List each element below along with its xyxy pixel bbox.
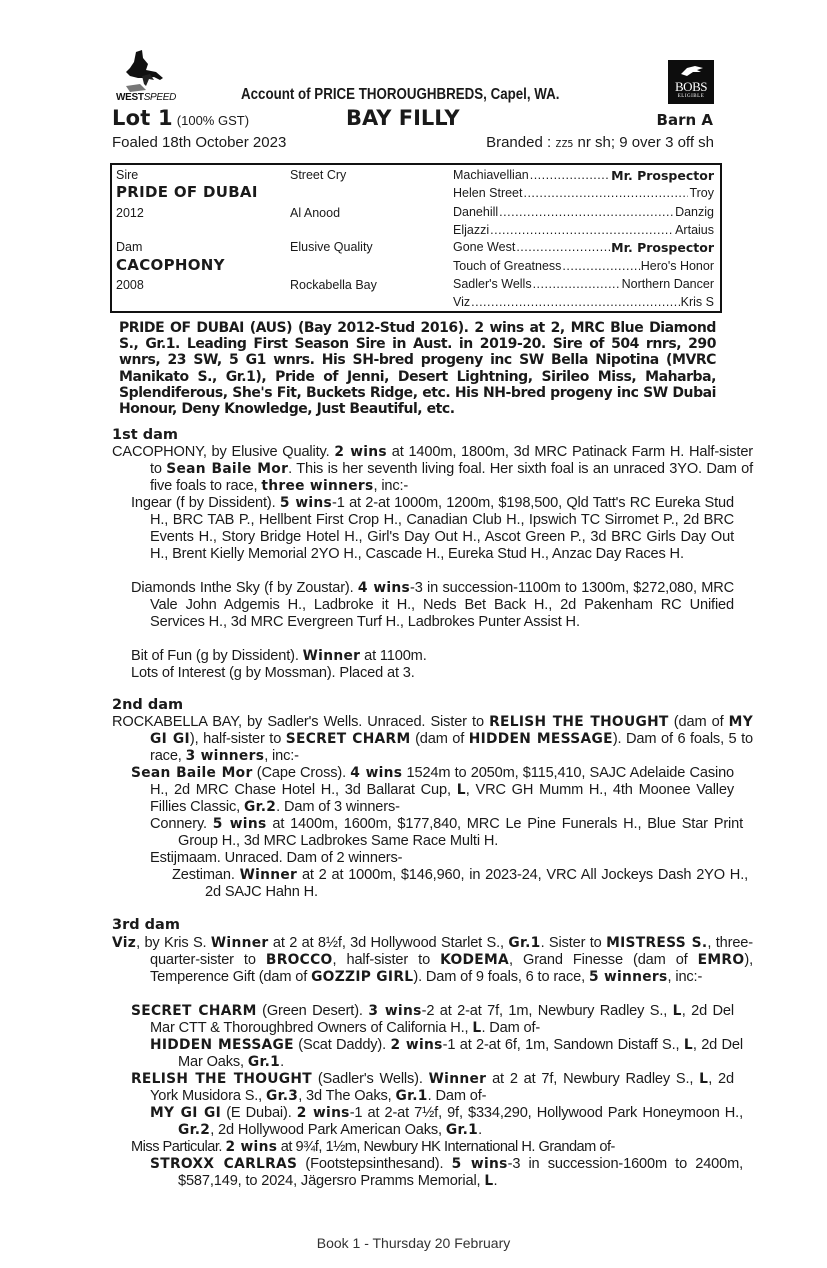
bold-run: HIDDEN MESSAGE [468, 731, 613, 747]
bold-run: L [472, 1020, 482, 1036]
gen3-sire: Mr. Prospector [611, 168, 714, 183]
gen3-horse: Viz [453, 295, 471, 309]
eligible-text: ELIGIBLE [677, 94, 705, 99]
bold-run: Sean Baile Mor [166, 461, 289, 477]
bold-run: Winner [428, 1071, 487, 1087]
bold-run: Gr.1 [508, 935, 541, 951]
pedigree-gen3-row [453, 295, 714, 310]
second-dam-title: 2nd dam [112, 697, 184, 713]
pedigree-gen3-row [453, 259, 714, 274]
bold-run: 2 wins [296, 1105, 350, 1121]
pedigree-gen3-row [453, 168, 714, 183]
progeny-entry: Lots of Interest (g by Mossman). Placed at 3. [131, 665, 415, 681]
bold-run: Gr.1 [445, 1122, 479, 1138]
pedigree-table [110, 163, 722, 313]
horse-silhouette-icon [116, 50, 178, 94]
granddam-maternal: Rockabella Bay [290, 278, 377, 292]
bold-run: Gr.1 [395, 1088, 428, 1104]
bold-run: Gr.3 [266, 1088, 299, 1104]
gen3-horse: Touch of Greatness [453, 259, 562, 273]
bold-run: 4 wins [357, 580, 411, 596]
bold-run: RELISH THE THOUGHT [131, 1071, 312, 1087]
bold-run: 5 wins [279, 495, 333, 511]
progeny-entry: Sean Baile Mor (Cape Cross). 4 wins 1524m to 2050m, $115,410, SAJC Adelaide Casino H., 2d MRC Chase Hotel H., 3d Ballarat Cup, L, VRC GH Mumm H., 4th Moonee Valley Fillies Classic, Gr.2. Dam of 3 winners- [131, 765, 734, 815]
bold-run: 4 wins [350, 765, 403, 781]
brand-description [486, 134, 714, 151]
bold-run: L [484, 1173, 494, 1189]
third-dam-title: 3rd dam [112, 917, 180, 933]
gen3-sire: Troy [689, 186, 714, 200]
barn-label: Barn A [656, 111, 713, 129]
foaled-date: Foaled 18th October 2023 [112, 134, 287, 151]
leader-dots [523, 186, 688, 201]
bold-run: Gr.1 [247, 1054, 281, 1070]
branded-suffix: nr sh; 9 over 3 off sh [573, 134, 714, 151]
page-footer: Book 1 - Thursday 20 February [316, 1235, 511, 1251]
bold-run: Winner [302, 648, 361, 664]
gen3-sire: Kris S [680, 295, 714, 309]
gen3-sire: Mr. Prospector [611, 240, 714, 255]
bold-run: Gr.2 [243, 799, 277, 815]
dam-label: Dam [116, 240, 143, 254]
brand-mark: ZZ5 [555, 139, 574, 150]
bold-run: BROCCO [265, 952, 333, 968]
progeny-entry: Miss Particular. 2 wins at 9¾f, 1½m, Newbury HK International H. Grandam of- [131, 1139, 615, 1155]
bobs-eligible-logo [668, 60, 714, 104]
pedigree-gen3-row [453, 186, 714, 201]
leader-dots [533, 277, 621, 292]
leader-dots [499, 205, 674, 220]
bold-run: 2 wins [390, 1037, 443, 1053]
progeny-entry: Bit of Fun (g by Dissident). Winner at 1100m. [131, 648, 427, 664]
bold-run: 2 wins [334, 444, 387, 460]
progeny-entry: Ingear (f by Dissident). 5 wins-1 at 2-at 1000m, 1200m, $198,500, Qld Tatt's RC Eureka Stud H., BRC TAB P., Hellbent First Crop H., Canadian Club H., Ipswich TC Sirromet P., 2d BRC Events H., Story Bridge Hotel H., Girl's Day Out H., Ascot Green P., 3d BRC Girls Day Out H., Brent Kielly Memorial 2YO H., Cascade H., Eureka Stud H., Anzac Day Races H. [131, 495, 734, 562]
horse-head-icon [679, 64, 705, 78]
gen3-horse: Machiavellian [453, 168, 529, 182]
sire-year: 2012 [116, 206, 144, 220]
vendor-account: Account of PRICE THOROUGHBREDS, Capel, WA. [241, 86, 560, 103]
leader-dots [530, 168, 610, 183]
progeny-entry: Zestiman. Winner at 2 at 1000m, $146,960, in 2023-24, VRC All Jockeys Dash 2YO H., 2d SAJC Hahn H. [172, 867, 748, 900]
westspeed-wordmark: WESTSPEED [116, 92, 177, 103]
bold-run: L [672, 1003, 682, 1019]
gen3-horse: Helen Street [453, 186, 523, 200]
branded-prefix: Branded : [486, 134, 556, 151]
first-dam-intro: CACOPHONY, by Elusive Quality. 2 wins at 1400m, 1800m, 3d MRC Patinack Farm H. Half-sister to Sean Baile Mor. This is her seventh living foal. Her sixth foal is an unraced 3YO. Dam of five foals to race, three winners, inc:- [112, 444, 754, 494]
bold-run: L [683, 1037, 693, 1053]
bold-run: MY GI GI [150, 714, 753, 747]
colour-sex: BAY FILLY [346, 106, 460, 130]
leader-dots [471, 295, 680, 310]
leader-dots [516, 240, 610, 255]
third-dam-intro: Viz, by Kris S. Winner at 2 at 8½f, 3d Hollywood Starlet S., Gr.1. Sister to MISTRESS S., three-quarter-sister to BROCCO, half-sister to KODEMA, Grand Finesse (dam of EMRO), Temperence Gift (dam of GOZZIP GIRL). Dam of 9 foals, 6 to race, 5 winners, inc:- [112, 935, 753, 985]
gst-note: (100% GST) [176, 113, 250, 128]
bobs-text: BOBS [675, 79, 707, 94]
gen3-sire: Danzig [675, 205, 714, 219]
bold-run: three winners [261, 478, 374, 494]
bold-run: STROXX CARLRAS [150, 1156, 298, 1172]
bold-run: Winner [239, 867, 298, 883]
bold-run: MY GI GI [150, 1105, 222, 1121]
progeny-entry: Diamonds Inthe Sky (f by Zoustar). 4 wins-3 in succession-1100m to 1300m, $272,080, MRC Vale John Adgemis H., Ladbroke it H., Neds Bet Back H., 2d Pakenham RC Unified Services H., 3d MRC Evergreen Turf H., Ladbrokes Punter Assist H. [131, 580, 735, 630]
second-dam-intro: ROCKABELLA BAY, by Sadler's Wells. Unraced. Sister to RELISH THE THOUGHT (dam of MY GI GI), half-sister to SECRET CHARM (dam of HIDDEN MESSAGE). Dam of 6 foals, 5 to race, 3 winners, inc:- [112, 714, 753, 764]
gen3-horse: Eljazzi [453, 223, 490, 237]
pedigree-gen3-row [453, 277, 714, 292]
bold-run: 3 wins [368, 1003, 422, 1019]
bold-run: Gr.2 [178, 1122, 211, 1138]
bold-run: 5 winners [588, 969, 668, 985]
westspeed-logo [116, 50, 178, 106]
pedigree-gen3-row [453, 205, 714, 220]
bold-run: L [456, 782, 466, 798]
progeny-entry: RELISH THE THOUGHT (Sadler's Wells). Winner at 2 at 7f, Newbury Radley S., L, 2d York Musidora S., Gr.3, 3d The Oaks, Gr.1. Dam of- [131, 1071, 734, 1104]
first-dam-title: 1st dam [112, 427, 178, 443]
bold-run: 5 wins [451, 1156, 508, 1172]
granddam-paternal: Al Anood [290, 206, 341, 220]
lot-number [112, 106, 249, 130]
bold-run: Winner [210, 935, 269, 951]
sire-summary: PRIDE OF DUBAI (AUS) (Bay 2012-Stud 2016). 2 wins at 2, MRC Blue Diamond S., Gr.1. Leading First Season Sire in Aust. in 2019-20. Sire of 504 rnrs, 290 wnrs, 23 SW, 5 G1 wnrs. His SH-bred progeny inc SW Bella Nipotina (MVRC Manikato S., Gr.1), Pride of Jenni, Desert Lightning, Sirileo Miss, Maharba, Splendiferous, She's Fit, Buckets Ridge, etc. His NH-bred progeny inc SW Dubai Honour, Deny Knowledge, Just Beautiful, etc. [119, 320, 716, 418]
bold-run: EMRO [697, 952, 745, 968]
progeny-entry: SECRET CHARM (Green Desert). 3 wins-2 at 2-at 7f, 1m, Newbury Radley S., L, 2d Del Mar CTT & Thoroughbred Owners of California H., L. Dam of- [131, 1003, 734, 1036]
pedigree-gen3-row [453, 223, 714, 238]
bold-run: 2 wins [225, 1139, 278, 1155]
sire-label: Sire [116, 168, 139, 182]
progeny-entry: STROXX CARLRAS (Footstepsinthesand). 5 wins-3 in succession-1600m to 2400m, $587,149, to 2024, Jägersro Pramms Memorial, L. [150, 1156, 744, 1189]
dam-name: CACOPHONY [116, 256, 225, 274]
gen3-sire: Artaius [675, 223, 714, 237]
gen3-sire: Hero's Honor [640, 259, 714, 273]
grandsire-paternal: Street Cry [290, 168, 347, 182]
bold-run: RELISH THE THOUGHT [489, 714, 669, 730]
bold-run: GOZZIP GIRL [311, 969, 414, 985]
bold-run: Viz [112, 935, 137, 951]
bold-run: MISTRESS S. [606, 935, 708, 951]
progeny-entry: Connery. 5 wins at 1400m, 1600m, $177,840, MRC Le Pine Funerals H., Blue Star Print Group H., 3d MRC Ladbrokes Same Race Multi H. [150, 816, 743, 849]
bold-run: L [699, 1071, 709, 1087]
bold-run: KODEMA [440, 952, 510, 968]
gen3-sire: Northern Dancer [621, 277, 714, 291]
bold-run: 5 wins [212, 816, 267, 832]
grandsire-maternal: Elusive Quality [290, 240, 373, 254]
pedigree-gen3-row [453, 240, 714, 255]
sire-name: PRIDE OF DUBAI [116, 183, 258, 201]
progeny-entry: HIDDEN MESSAGE (Scat Daddy). 2 wins-1 at 2-at 6f, 1m, Sandown Distaff S., L, 2d Del Mar Oaks, Gr.1. [150, 1037, 743, 1070]
gen3-horse: Danehill [453, 205, 499, 219]
bold-run: 3 winners [185, 748, 265, 764]
bold-run: HIDDEN MESSAGE [150, 1037, 294, 1053]
lot-label: Lot 1 [112, 106, 173, 130]
dam-year: 2008 [116, 278, 144, 292]
bold-run: SECRET CHARM [285, 731, 411, 747]
progeny-entry: Estijmaam. Unraced. Dam of 2 winners- [150, 850, 403, 866]
progeny-entry: MY GI GI (E Dubai). 2 wins-1 at 2-at 7½f, 9f, $334,290, Hollywood Park Honeymoon H., Gr.2, 2d Hollywood Park American Oaks, Gr.1. [150, 1105, 743, 1138]
gen3-horse: Sadler's Wells [453, 277, 532, 291]
gen3-horse: Gone West [453, 240, 516, 254]
bold-run: Sean Baile Mor [131, 765, 253, 781]
leader-dots [562, 259, 639, 274]
bold-run: SECRET CHARM [131, 1003, 257, 1019]
leader-dots [490, 223, 674, 238]
